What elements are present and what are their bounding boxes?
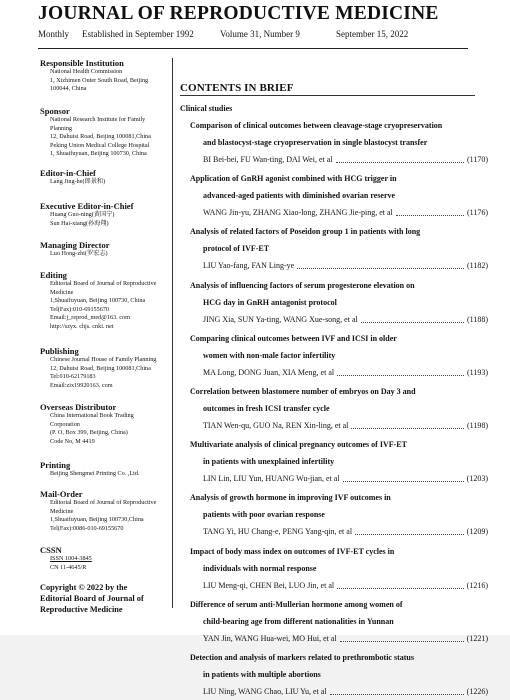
article-entry[interactable] bbox=[190, 383, 488, 434]
distributor-block bbox=[40, 402, 162, 446]
article-title-continued: women with non-male factor infertility bbox=[203, 350, 336, 360]
article-authors-line bbox=[190, 204, 488, 221]
article-title: Analysis of influencing factors of serum progesterone elevation on bbox=[190, 280, 415, 290]
article-page: (1221) bbox=[466, 633, 488, 643]
article-title-continued: outcomes in fresh ICSI transfer cycle bbox=[203, 404, 330, 413]
article-authors-line bbox=[190, 364, 488, 381]
sidebar-line: Tel(Fax):0086-010-69155670 bbox=[50, 524, 124, 532]
article-title: Comparison of clinical outcomes between cleavage-stage cryopreservation bbox=[190, 121, 443, 130]
article-authors: TIAN Wen-qu, GUO Na, REN Xin-ling, et al bbox=[203, 421, 349, 430]
leader-dots bbox=[337, 364, 464, 376]
article-page: (1198) bbox=[466, 421, 488, 430]
sidebar-line: Lang Jing-he(郎景和) bbox=[50, 178, 106, 185]
section-heading: Clinical studies bbox=[180, 104, 233, 113]
article-authors-line bbox=[190, 311, 488, 328]
article-title: Difference of serum anti-Mullerian hormone among women of bbox=[190, 599, 403, 609]
article-authors-line bbox=[190, 683, 488, 700]
sidebar-line: Editorial Board of Journal of Reproductive Medicine bbox=[50, 499, 157, 515]
leader-dots bbox=[336, 151, 464, 163]
article-entry[interactable] bbox=[190, 223, 488, 274]
article-title-continued: patients with poor ovarian response bbox=[203, 510, 325, 520]
sidebar-line: Email:j_reprod_med@163. com bbox=[50, 314, 130, 322]
article-authors-line bbox=[190, 151, 488, 168]
sidebar-line: 12, Dahuisi Road, Beijing 100081,China bbox=[50, 133, 151, 141]
article-title-continued: in patients with unexplained infertility bbox=[203, 457, 335, 467]
article-entry[interactable] bbox=[190, 330, 488, 381]
leader-dots bbox=[351, 417, 464, 429]
responsible-heading: Responsible Institution bbox=[40, 58, 124, 68]
article-authors: LIU Meng-qi, CHEN Bei, LUO Jin, et al bbox=[203, 580, 335, 590]
article-authors-line bbox=[190, 470, 488, 487]
leader-dots bbox=[355, 523, 464, 535]
sidebar-line: http://szyx. chjs. cnki. net bbox=[50, 322, 114, 330]
article-title: Detection and analysis of markers related to prethrombotic status bbox=[190, 653, 414, 662]
cssn-block bbox=[40, 545, 162, 572]
sidebar-line: Peking Union Medical College Hospital bbox=[50, 141, 150, 149]
cn-number: CN 11-4645/R bbox=[50, 563, 87, 571]
printing-heading: Printing bbox=[40, 460, 71, 470]
leader-dots bbox=[361, 311, 464, 323]
issue-date: September 15, 2022 bbox=[336, 29, 409, 39]
article-authors: LIN Lin, LIU Yun, HUANG Wu-jian, et al bbox=[203, 474, 340, 484]
sidebar-line: Chinese Journal House of Family Planning bbox=[50, 356, 157, 363]
article-title: Impact of body mass index on outcomes of IVF-ET cycles in bbox=[190, 546, 395, 556]
article-authors: TANG Yi, HU Chang-e, PENG Yang-qin, et al bbox=[203, 527, 353, 537]
article-entry[interactable] bbox=[190, 277, 488, 328]
article-authors: MA Long, DONG Juan, XIA Meng, et al bbox=[203, 367, 335, 377]
article-title-continued: child-bearing age from different nationalities in Yunnan bbox=[203, 616, 394, 626]
article-authors: LIU Yao-fang, FAN Ling-ye bbox=[203, 261, 295, 271]
article-title-continued: in patients with multiple abortions bbox=[203, 670, 321, 679]
article-authors-line bbox=[190, 630, 488, 647]
article-authors: WANG Jin-yu, ZHANG Xiao-long, ZHANG Jie-ping, et al bbox=[203, 208, 393, 218]
exec-editor-block bbox=[40, 201, 162, 228]
article-authors: YAN Jin, WANG Hua-wei, MO Hui, et al bbox=[203, 633, 337, 643]
sidebar-line: National Health Commission bbox=[50, 68, 123, 75]
cssn-heading: CSSN bbox=[40, 545, 62, 555]
leader-dots bbox=[297, 257, 464, 269]
sidebar-line: 1,Shuaifuyuan, Beijing 100730, China bbox=[50, 297, 146, 305]
masthead-line bbox=[38, 29, 458, 39]
article-title: Analysis of related factors of Poseidon group 1 in patients with long bbox=[190, 227, 421, 237]
responsible-block bbox=[40, 58, 162, 94]
article-page: (1193) bbox=[466, 367, 488, 377]
article-page: (1182) bbox=[466, 261, 488, 271]
article-authors: BI Bei-bei, FU Wan-ting, DAI Wei, et al bbox=[203, 155, 333, 164]
article-title: Correlation between blastomere number of embryos on Day 3 and bbox=[190, 387, 416, 396]
article-entry[interactable] bbox=[190, 117, 488, 168]
sponsor-heading: Sponsor bbox=[40, 106, 70, 116]
article-authors: JING Xia, SUN Ya-ting, WANG Xue-song, et al bbox=[203, 314, 358, 324]
mail-order-block bbox=[40, 489, 162, 533]
article-entry[interactable] bbox=[190, 170, 488, 221]
article-page: (1176) bbox=[466, 208, 488, 218]
article-authors: LIU Ning, WANG Chao, LIU Yu, et al bbox=[203, 687, 327, 696]
article-authors-line bbox=[190, 523, 488, 540]
sidebar-line: Tel(Fax):010-69155670 bbox=[50, 305, 110, 313]
sidebar-line: China International Book Trading Corporation bbox=[50, 412, 134, 428]
sidebar-line: Tel:010-62179183 bbox=[50, 373, 96, 381]
header-rule bbox=[38, 48, 468, 49]
sponsor-block bbox=[40, 106, 162, 159]
article-entry[interactable] bbox=[190, 649, 488, 700]
editor-heading: Editor-in-Chief bbox=[40, 168, 96, 178]
article-title: Analysis of growth hormone in improving IVF outcomes in bbox=[190, 493, 391, 503]
article-authors-line bbox=[190, 257, 488, 274]
contents-heading: CONTENTS IN BRIEF bbox=[180, 82, 294, 94]
copyright-line: Editorial Board of Journal of bbox=[40, 594, 144, 603]
sidebar-line: 1, Xizhimen Outer South Road, Beijing 100044, China bbox=[50, 76, 149, 93]
sidebar-line: Sun Hai-xiang(孙海翔) bbox=[50, 219, 109, 227]
editor-block bbox=[40, 168, 162, 187]
article-title: Multivariate analysis of clinical pregnancy outcomes of IVF-ET bbox=[190, 440, 407, 450]
leader-dots bbox=[337, 577, 464, 589]
leader-dots bbox=[330, 683, 464, 695]
sidebar-line: National Research Institute for Family Planning bbox=[50, 116, 146, 132]
sidebar-line: 1,Shuaifuyuan, Beijing 100730,China bbox=[50, 516, 144, 524]
copyright-line: Reproductive Medicine bbox=[40, 605, 123, 614]
sidebar-line: Huang Guo-ning(黄国宁) bbox=[50, 211, 115, 218]
leader-dots bbox=[340, 630, 464, 642]
sidebar-line: Luo Hong-zhi(罗宏志) bbox=[50, 250, 108, 257]
issn: ISSN 1004-3845 bbox=[50, 555, 92, 562]
copyright-block bbox=[40, 582, 162, 615]
contents-heading-wrap bbox=[180, 82, 490, 94]
mail-order-heading: Mail-Order bbox=[40, 489, 83, 499]
article-page: (1216) bbox=[466, 580, 488, 590]
sidebar-line: 1, Shuaifuyuan, Beijing 100730, China bbox=[50, 150, 147, 158]
distributor-heading: Overseas Distributor bbox=[40, 402, 117, 412]
frequency: Monthly bbox=[38, 29, 70, 39]
printing-block bbox=[40, 460, 162, 479]
exec-editor-heading: Executive Editor-in-Chief bbox=[40, 201, 134, 211]
article-entry[interactable] bbox=[190, 596, 488, 647]
article-entry[interactable] bbox=[190, 489, 488, 540]
article-entry[interactable] bbox=[190, 543, 488, 594]
sidebar-line: (P. O, Box 399, Beijing, China) bbox=[50, 429, 128, 437]
leader-dots bbox=[396, 204, 464, 216]
publishing-heading: Publishing bbox=[40, 346, 79, 356]
column-divider bbox=[172, 58, 173, 608]
sidebar-line: Email:zix19920163. com bbox=[50, 381, 113, 389]
article-title-continued: and blastocyst-stage cryopreservation in single blastocyst transfer bbox=[203, 138, 428, 147]
article-title-continued: HCG day in GnRH antagonist protocol bbox=[203, 297, 337, 307]
article-entry[interactable] bbox=[190, 436, 488, 487]
editing-block bbox=[40, 270, 162, 332]
article-page: (1170) bbox=[466, 155, 488, 164]
volume: Volume 31, Number 9 bbox=[220, 29, 300, 39]
article-title-continued: individuals with normal response bbox=[203, 563, 317, 573]
sidebar-line: Editorial Board of Journal of Reproductive Medicine bbox=[50, 280, 157, 296]
leader-dots bbox=[343, 470, 464, 482]
editing-heading: Editing bbox=[40, 270, 67, 280]
sidebar-line: Code No, M 4419 bbox=[50, 437, 95, 445]
sidebar-line: Beijing Shengmei Printing Co. ,Ltd. bbox=[50, 470, 140, 477]
director-block bbox=[40, 240, 162, 259]
director-heading: Managing Director bbox=[40, 240, 110, 250]
article-title: Comparing clinical outcomes between IVF and ICSI in older bbox=[190, 333, 397, 343]
article-title: Application of GnRH agonist combined with HCG trigger in bbox=[190, 174, 397, 184]
article-page: (1203) bbox=[466, 474, 488, 484]
contents-rule bbox=[180, 95, 475, 96]
article-page: (1226) bbox=[466, 687, 488, 696]
article-authors-line bbox=[190, 417, 488, 434]
article-title-continued: protocol of IVF-ET bbox=[203, 244, 270, 254]
article-title-continued: advanced-aged patients with diminished ovarian reserve bbox=[203, 191, 396, 201]
established: Established in September 1992 bbox=[82, 29, 194, 39]
article-page: (1209) bbox=[466, 527, 488, 537]
copyright-line: Copyright © 2022 by the bbox=[40, 583, 128, 592]
article-page: (1188) bbox=[466, 314, 488, 324]
journal-title: JOURNAL OF REPRODUCTIVE MEDICINE bbox=[38, 3, 439, 24]
sidebar-line: 12, Dahuisi Road, Beijing 100081,China bbox=[50, 364, 151, 372]
publishing-block bbox=[40, 346, 162, 390]
article-authors-line bbox=[190, 577, 488, 594]
